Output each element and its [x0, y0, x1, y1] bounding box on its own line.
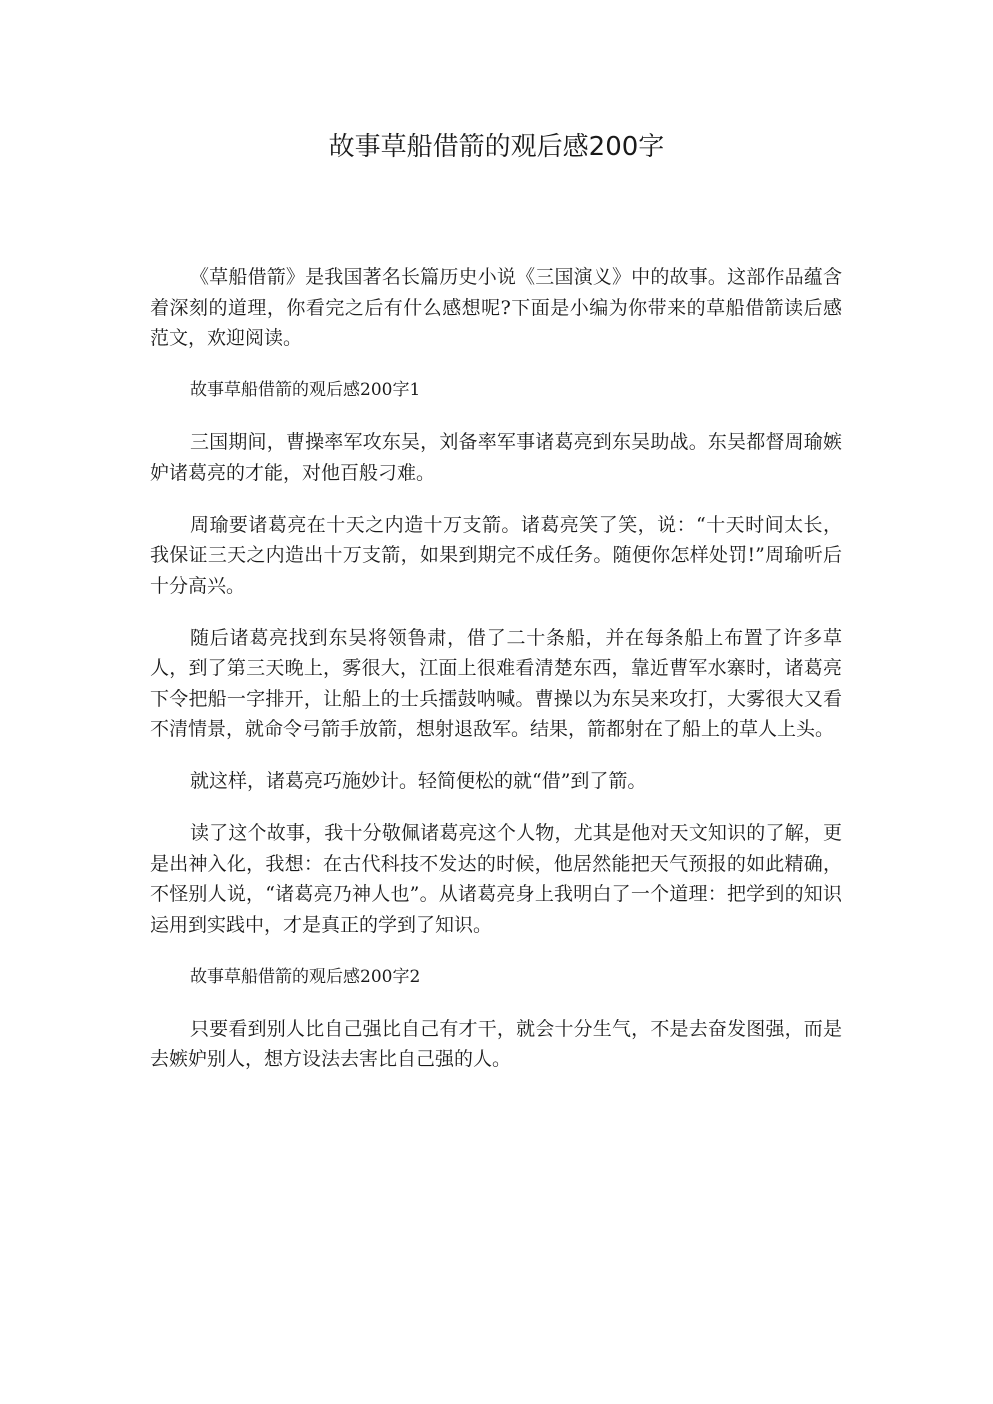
- body-paragraph: 就这样，诸葛亮巧施妙计。轻简便松的就“借”到了箭。: [190, 770, 647, 792]
- section-heading-1: 故事草船借箭的观后感200字1: [190, 380, 421, 400]
- body-paragraph: 周瑜要诸葛亮在十天之内造十万支箭。诸葛亮笑了笑，说：“十天时间太长，我保证三天之内造出十万支箭，如果到期完不成任务。随便你怎样处罚!”周瑜听后十分高兴。: [150, 513, 842, 597]
- section-heading-2: 故事草船借箭的观后感200字2: [190, 966, 421, 987]
- document-title: 故事草船借箭的观后感200字: [328, 132, 665, 162]
- body-paragraph: 三国期间，曹操率军攻东吴，刘备率军事诸葛亮到东吴助战。东吴都督周瑜嫉妒诸葛亮的才能，对他百般刁难。: [150, 431, 842, 484]
- document-body: [150, 262, 842, 1096]
- body-paragraph: 随后诸葛亮找到东吴将领鲁肃，借了二十条船，并在每条船上布置了许多草人，到了第三天晚上，雾很大，江面上很难看清楚东西，靠近曹军水寨时，诸葛亮下令把船一字排开，让船上的士兵擂鼓呐喊。曹操以为东吴来攻打，大雾很大又看不清情景，就命令弓箭手放箭，想射退敌军。结果，箭都射在了船上的草人上头。: [150, 626, 842, 740]
- intro-paragraph: 《草船借箭》是我国著名长篇历史小说《三国演义》中的故事。这部作品蕴含着深刻的道理，你看完之后有什么感想呢?下面是小编为你带来的草船借箭读后感范文，欢迎阅读。: [150, 266, 842, 349]
- body-paragraph: 只要看到别人比自己强比自己有才干，就会十分生气，不是去奋发图强，而是去嫉妒别人，想方设法去害比自己强的人。: [150, 1017, 842, 1070]
- body-paragraph: 读了这个故事，我十分敬佩诸葛亮这个人物，尤其是他对天文知识的了解，更是出神入化，我想：在古代科技不发达的时候，他居然能把天气预报的如此精确，不怪别人说，“诸葛亮乃神人也”。从诸葛亮身上我明白了一个道理：把学到的知识运用到实践中，才是真正的学到了知识。: [150, 822, 842, 936]
